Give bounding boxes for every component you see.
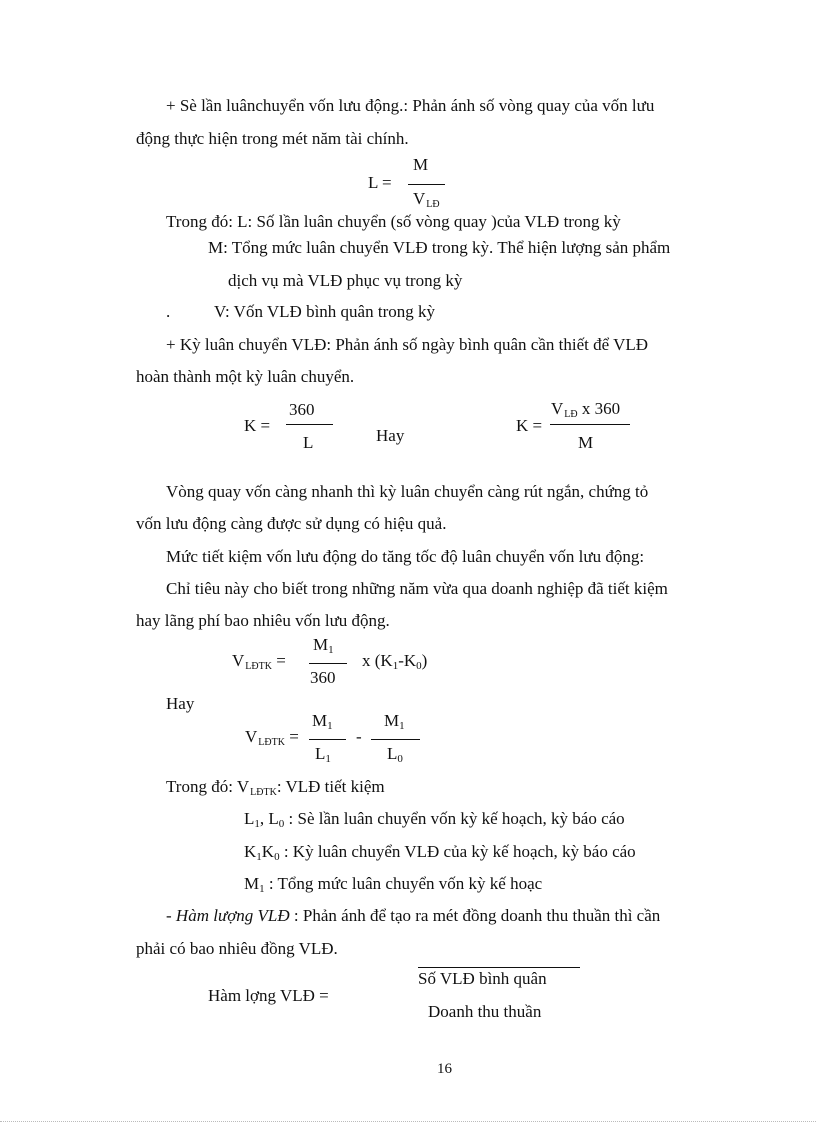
formula-V1-multiplier: x (K1-K0) bbox=[362, 651, 428, 672]
formula-V1-denominator: 360 bbox=[310, 668, 336, 687]
formula-V1-lhs: $V_{LĐTK}$ = bbox=[232, 651, 286, 672]
formula-L-numerator: M bbox=[413, 155, 429, 174]
formula-K2-lhs: K = bbox=[516, 416, 543, 435]
formula-K1-fraction-bar bbox=[286, 424, 333, 425]
where1-dot: . bbox=[166, 302, 171, 321]
formula-K2-fraction-bar bbox=[550, 424, 630, 425]
where2-label: Trong đó: $V_{LĐTK}$: VLĐ tiết kiệm bbox=[166, 777, 385, 798]
para5-line1: Chỉ tiêu này cho biết trong những năm vừa qua doanh nghiệp đã tiết kiệm bbox=[166, 579, 668, 598]
where1-line2: M: Tổng mức luân chuyển VLĐ trong kỳ. Thể hiện lượng sản phẩm bbox=[208, 238, 671, 257]
formula-H-top-bar bbox=[418, 967, 580, 968]
formula-H-denominator: Doanh thu thuần bbox=[428, 1002, 542, 1021]
formula-V2-numerator2: M1 bbox=[384, 711, 405, 732]
formula-V2-denominator1: L1 bbox=[315, 744, 331, 765]
where1-line1: Trong đó: L: Số lần luân chuyển (số vòng quay )của VLĐ trong kỳ bbox=[166, 212, 621, 231]
where1-line3: dịch vụ mà VLĐ phục vụ trong kỳ bbox=[228, 271, 463, 290]
para3-line1: Vòng quay vốn càng nhanh thì kỳ luân chuyển càng rút ngắn, chứng tỏ bbox=[166, 482, 649, 501]
formula-V2-fraction-bar1 bbox=[309, 739, 346, 740]
para1-line2: động thực hiện trong mét năm tài chính. bbox=[136, 129, 409, 148]
formula-K2-numerator: $V_{LĐ}$ x 360 bbox=[551, 399, 621, 420]
formula-V2-lhs: $V_{LĐTK}$ = bbox=[245, 727, 299, 748]
para6-line2: phải có bao nhiêu đồng VLĐ. bbox=[136, 939, 338, 958]
where2-line1: L1, L0 : Sè lần luân chuyển vốn kỳ kế hoạch, kỳ báo cáo bbox=[244, 809, 625, 830]
formula-V1-fraction-bar bbox=[309, 663, 347, 664]
term-ham-luong: Hàm lượng VLĐ bbox=[175, 906, 290, 925]
formula-H-lhs: Hàm lợng VLĐ = bbox=[208, 986, 329, 1005]
formula-K2-denominator: M bbox=[578, 433, 594, 452]
para4: Mức tiết kiệm vốn lưu động do tăng tốc độ luân chuyển vốn lưu động: bbox=[166, 547, 645, 566]
formula-K1-lhs: K = bbox=[244, 416, 271, 435]
para2-line2: hoàn thành một kỳ luân chuyển. bbox=[136, 367, 355, 386]
formula-K-hay: Hay bbox=[376, 426, 405, 445]
page-bottom-divider bbox=[0, 1121, 816, 1122]
where2-line2: K1K0 : Kỳ luân chuyển VLĐ của kỳ kế hoạch, kỳ báo cáo bbox=[244, 842, 636, 863]
para6-line1: - Hàm lượng VLĐ : Phản ánh để tạo ra mét đồng doanh thu thuần thì cần bbox=[166, 906, 661, 925]
formula-L-denominator: $V_{LĐ}$ bbox=[413, 189, 440, 210]
formula-V1-numerator: M1 bbox=[313, 635, 334, 656]
para1-line1: + Sè lần luânchuyển vốn lưu động.: Phản ánh số vòng quay của vốn lưu bbox=[166, 96, 655, 115]
formula-V2-denominator2: L0 bbox=[387, 744, 403, 765]
hay-label: Hay bbox=[166, 694, 195, 713]
formula-V2-minus: - bbox=[356, 727, 362, 746]
formula-H-numerator: Số VLĐ bình quân bbox=[418, 969, 547, 988]
page-number: 16 bbox=[437, 1061, 452, 1077]
formula-V2-numerator1: M1 bbox=[312, 711, 333, 732]
para3-line2: vốn lưu động càng được sử dụng có hiệu quả. bbox=[136, 514, 447, 533]
formula-V2-fraction-bar2 bbox=[371, 739, 420, 740]
formula-L-lhs: L = bbox=[368, 173, 392, 192]
formula-K1-denominator: L bbox=[303, 433, 314, 452]
para2-line1: + Kỳ luân chuyển VLĐ: Phản ánh số ngày bình quân cần thiết để VLĐ bbox=[166, 335, 649, 354]
formula-K1-numerator: 360 bbox=[289, 400, 315, 419]
formula-L-fraction-bar bbox=[408, 184, 445, 185]
where1-line4: V: Vốn VLĐ bình quân trong kỳ bbox=[214, 302, 435, 321]
para5-line2: hay lãng phí bao nhiêu vốn lưu động. bbox=[136, 611, 390, 630]
where2-line3: M1 : Tổng mức luân chuyển vốn kỳ kế hoạc bbox=[244, 874, 543, 895]
